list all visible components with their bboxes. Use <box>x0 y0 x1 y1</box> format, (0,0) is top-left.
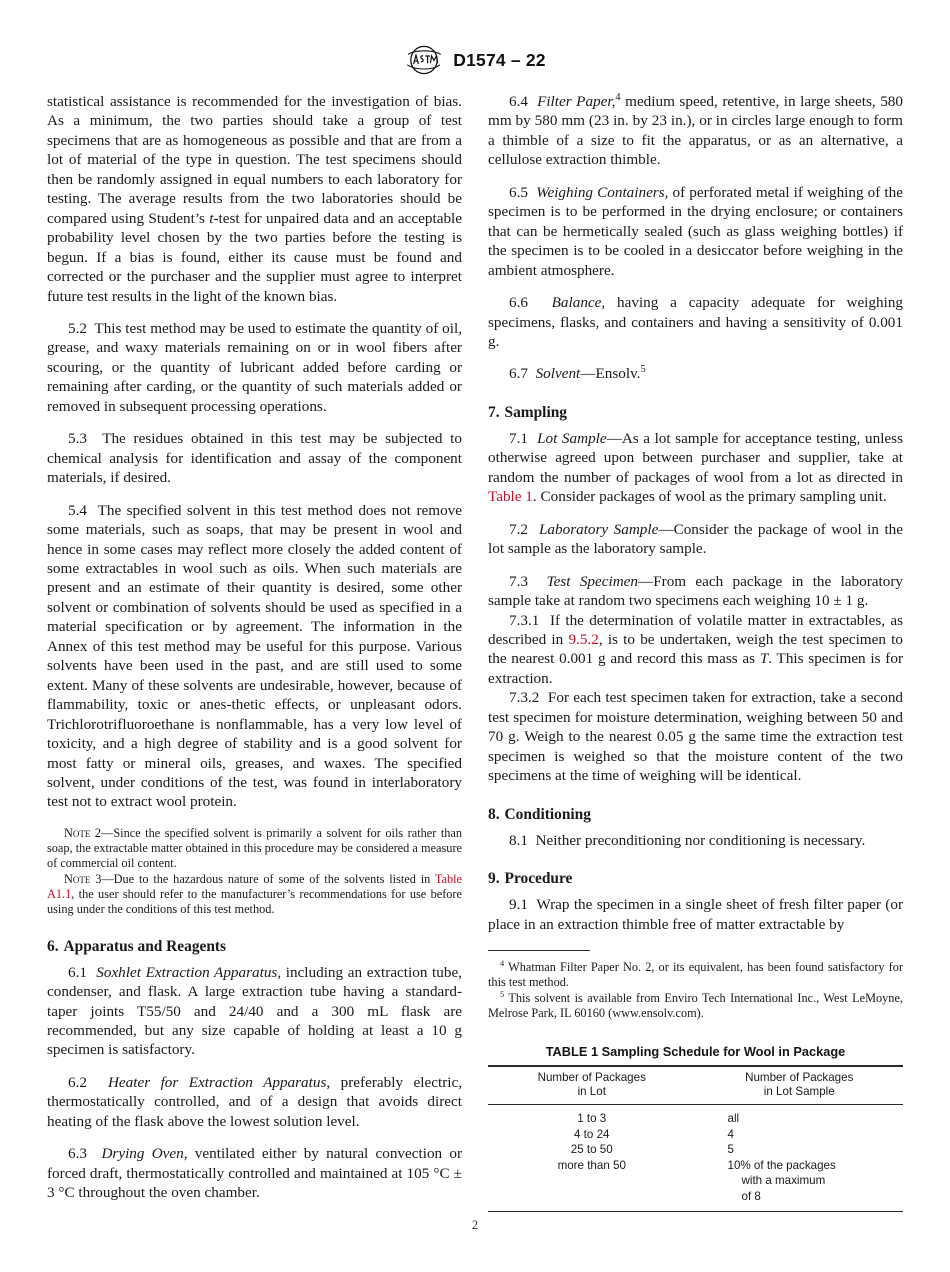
clause-text-7-2: —Consider the package of wool in the lot sample as the laboratory sample. <box>488 520 904 558</box>
paragraph-6-5 <box>488 183 903 280</box>
section-heading-7 <box>488 403 903 422</box>
clause-number-5-2: 5.2 <box>68 319 87 337</box>
clause-term-7-3: Test Specimen <box>546 572 639 590</box>
page-number: 2 <box>471 1218 479 1232</box>
clause-text-7-1-after-link: . Consider packages of wool as the primary sampling unit. <box>532 488 887 506</box>
paragraph-6-7 <box>488 364 903 383</box>
table-1-header-col2-line1: Number of Packages <box>745 1070 854 1084</box>
paragraph-5-2 <box>47 319 462 416</box>
bias-text-part2: -test for unpaired data and an acceptable probability level chosen by the two parties before the testing is begun. If a bias is found, either its cause must be found and corrected or the purchaser and the supplier must agree to interpret future test results in the light of the known bias. <box>47 209 462 305</box>
table-cell-sample-line3: of 8 <box>741 1189 761 1203</box>
table-header-row <box>488 1066 903 1105</box>
clause-number-6-1: 6.1 <box>68 963 87 981</box>
table-cell-sample <box>696 1158 904 1205</box>
table-cell-sample: 5 <box>727 1143 734 1157</box>
table-1-body <box>488 1104 903 1204</box>
clause-text-7-3-1-middle: , is to be undertaken, weigh the test specimen to the nearest 0.001 g and record this mass as <box>488 630 903 668</box>
paragraph-6-1 <box>47 963 462 1060</box>
clause-number-5-3: 5.3 <box>68 430 87 448</box>
table-row <box>488 1127 903 1143</box>
table-1-header-col2 <box>696 1066 904 1105</box>
paragraph-6-2 <box>47 1073 462 1131</box>
paragraph-8-1 <box>488 831 903 850</box>
clause-text-8-1: Neither preconditioning nor conditioning is necessary. <box>535 831 866 849</box>
clause-number-6-6: 6.6 <box>509 294 528 312</box>
table-cell-sample-line1: 10% of the packages <box>727 1158 836 1172</box>
footnote-4-text: Whatman Filter Paper No. 2, or its equivalent, has been found satisfactory for this test method. <box>488 959 903 990</box>
paragraph-7-3 <box>488 572 903 611</box>
footnote-4-marker: 4 <box>500 958 505 968</box>
footnote-separator-rule <box>488 950 590 951</box>
clause-number-7-3-1: 7.3.1 <box>509 611 540 629</box>
clause-text-6-7: —Ensolv. <box>580 365 641 383</box>
footnote-marker-4[interactable]: 4 <box>615 91 621 103</box>
page-header <box>0 44 950 76</box>
table-1 <box>488 1065 903 1205</box>
section-title-7: Sampling <box>504 403 567 421</box>
clause-term-6-2: Heater for Extraction Apparatus, <box>107 1073 331 1091</box>
table-1-header-col1-line1: Number of Packages <box>537 1070 646 1084</box>
link-9-5-2[interactable]: 9.5.2 <box>568 630 599 648</box>
astm-logo-icon <box>404 44 444 76</box>
right-column <box>488 92 903 1212</box>
section-number-6: 6. <box>47 937 59 955</box>
paragraph-7-3-2 <box>488 688 903 785</box>
bias-text-italic-t: t <box>209 209 214 227</box>
table-1-bottom-rule <box>488 1211 903 1212</box>
table-cell-sample: 4 <box>727 1127 734 1141</box>
clause-text-7-1-before-link: —As a lot sample for acceptance testing, unless otherwise agreed upon between purchaser and supplier, take at random the number of packages of wool from a lot as directed in <box>488 429 903 486</box>
paragraph-6-4 <box>488 92 903 170</box>
section-heading-9 <box>488 869 903 888</box>
note-2-label: Note <box>64 825 91 840</box>
clause-text-5-2: This test method may be used to estimate the quantity of oil, grease, and waxy materials remaining on or in wool fibers after scouring, or the quantity of lubricant added before carding or remaining after carding, or the quantity of such materials added or removed in subsequent processing operations. <box>47 319 462 415</box>
note-2-number: 2— <box>90 825 114 840</box>
clause-term-6-5: Weighing Containers, <box>536 183 669 201</box>
note-2 <box>47 826 462 872</box>
section-title-8: Conditioning <box>504 805 591 823</box>
link-table-a1-1[interactable]: Table A1.1 <box>47 871 462 902</box>
paragraph-5-3 <box>47 429 462 487</box>
clause-text-6-4: medium speed, retentive, in large sheets, 580 mm by 580 mm (23 in. by 23 in.), or in circles large enough to form a thimble of a size to fit the apparatus, or as an alternative, a cellulose extraction thimble. <box>488 93 903 169</box>
table-1-header-col1-line2: in Lot <box>577 1084 606 1098</box>
clause-text-6-2: preferably electric, thermostatically controlled, and of a design that avoids direct heating of the flask above the lowest solution level. <box>47 1073 463 1130</box>
clause-number-6-2: 6.2 <box>68 1073 87 1091</box>
table-cell-lot: 25 to 50 <box>570 1143 613 1157</box>
clause-text-7-3-1-before-link: If the determination of volatile matter in extractables, as described in <box>488 611 904 648</box>
footnote-5-text: This solvent is available from Enviro Tech International Inc., West LeMoyne, Melrose Park, IL 60160 (www.ensolv.com). <box>488 990 903 1021</box>
table-1-title: TABLE 1 Sampling Schedule for Wool in Package <box>545 1043 846 1059</box>
clause-text-7-3-1-after: . This specimen is for extraction. <box>488 650 904 687</box>
table-row <box>488 1158 903 1205</box>
left-column <box>47 92 462 1203</box>
table-cell-sample-line2: with a maximum <box>741 1174 826 1188</box>
clause-number-7-3-2: 7.3.2 <box>509 689 540 707</box>
clause-number-7-2: 7.2 <box>509 520 528 538</box>
note-3-label: Note <box>64 871 91 886</box>
clause-term-6-3: Drying Oven, <box>101 1145 188 1163</box>
table-cell-sample: all <box>727 1111 740 1125</box>
section-title-9: Procedure <box>504 870 573 888</box>
table-1-block <box>488 1044 903 1212</box>
clause-text-5-4: The specified solvent in this test method does not remove some materials, such as soaps, that may be present in wool and hence in some cases may reflect more closely the added content of some extractables in wool such as oils. When such materials are present and an estimate of their quantity is desired, some other solvent or combination of solvents should be used as specified in a material specification or by agreement. The information in the Annex of this test method may be useful for this purpose. Various solvents have been used in the past, and are still used to some extent. Many of these solvents are undesirable, however, because of flammability, toxic or anes-thetic effects, or unpleasant odors. Trichlorotrifluoroethane is nonflammable, has a very low level of toxicity, and a high degree of stability and is a good solvent for most fatty or mineral oils, greases, and waxes. The specified solvent, under conditions of the test, was found in interlaboratory test not to extract wool protein. <box>47 501 462 811</box>
paragraph-6-3 <box>47 1144 462 1202</box>
footnote-marker-5[interactable]: 5 <box>640 364 646 376</box>
clause-number-9-1: 9.1 <box>509 896 528 914</box>
clause-text-7-3-2: For each test specimen taken for extraction, take a second test specimen for moisture determination, weighing between 50 and 70 g. Weigh to the nearest 0.05 g the same time the extraction test specimen is weighed so that the moisture content of the two specimens at the time of weighing will be identical. <box>488 689 904 785</box>
clause-number-7-1: 7.1 <box>509 429 528 447</box>
link-table-1[interactable]: Table 1 <box>488 488 533 506</box>
table-cell-lot: more than 50 <box>557 1158 626 1172</box>
table-cell-lot: 4 to 24 <box>574 1127 610 1141</box>
paragraph-7-3-1 <box>488 611 903 689</box>
note-3-text-before-link: Due to the hazardous nature of some of the solvents listed in <box>113 871 435 886</box>
clause-number-6-7: 6.7 <box>509 365 528 383</box>
table-1-header-col2-line2: in Lot Sample <box>763 1084 835 1098</box>
clause-term-6-7: Solvent <box>535 365 581 383</box>
clause-term-7-2: Laboratory Sample <box>538 520 659 538</box>
paragraph-5-4 <box>47 501 462 812</box>
section-heading-8 <box>488 805 903 824</box>
section-number-7: 7. <box>488 403 500 421</box>
section-number-8: 8. <box>488 805 500 823</box>
table-1-head <box>488 1066 903 1105</box>
table-row <box>488 1104 903 1126</box>
bias-text-part1: statistical assistance is recommended for the investigation of bias. As a minimum, the two parties should take a group of test specimens that are as homogeneous as possible and that are from a lot of material of the type in question. The test specimens should then be randomly assigned in equal numbers to each laboratory for testing. The average results from the two laboratories should be compared using Student’s <box>47 93 462 227</box>
clause-term-6-4: Filter Paper, <box>537 93 616 110</box>
clause-term-6-1: Soxhlet Extraction Apparatus, <box>96 963 282 981</box>
note-3-number: 3— <box>90 871 114 886</box>
paragraph-6-6 <box>488 293 903 351</box>
clause-number-5-4: 5.4 <box>68 501 87 519</box>
clause-term-6-6: Balance, <box>551 294 606 312</box>
clause-text-7-3: —From each package in the laboratory sample take at random two specimens each weighing 10 ± 1 g. <box>488 572 903 610</box>
symbol-T: T <box>759 650 769 668</box>
table-1-header-col1 <box>488 1066 696 1105</box>
note-2-text: Since the specified solvent is primarily a solvent for oils rather than soap, the extractable matter obtained in this procedure may be considered a measure of commercial oil content. <box>47 825 462 871</box>
table-row <box>488 1142 903 1158</box>
note-3-text-after-link: , the user should refer to the manufacturer’s recommendations for use before using under the conditions of this test method. <box>47 887 462 917</box>
clause-text-6-6: having a capacity adequate for weighing specimens, flasks, and containers and having a sensitivity of 0.001 g. <box>488 294 903 350</box>
clause-text-6-1: including an extraction tube, condenser, and flask. A large extraction tube having a standard-taper joints T55/50 and 24/40 and a 300 mL flask are recommended, but any size capable of holding at least a 10 g specimen is satisfactory. <box>47 963 463 1059</box>
clause-text-9-1: Wrap the specimen in a single sheet of fresh filter paper (or place in an extraction thimble free of matter extractable by <box>488 896 903 933</box>
paragraph-7-2 <box>488 520 903 559</box>
content-columns <box>47 92 903 1212</box>
paragraph-9-1 <box>488 895 903 934</box>
clause-text-6-5: of perforated metal if weighing of the specimen is to be performed in the drying enclosure; or containers that can be hermetically sealed (such as glass weighing bottles) if the specimen is to be cooled in a desiccator before weighing in the ambient atmosphere. <box>488 183 903 279</box>
clause-number-6-4: 6.4 <box>509 93 528 110</box>
section-heading-6 <box>47 937 462 956</box>
clause-number-7-3: 7.3 <box>509 572 528 590</box>
document-designation: D1574 – 22 <box>453 49 546 70</box>
clause-number-6-3: 6.3 <box>68 1145 87 1163</box>
clause-number-8-1: 8.1 <box>509 831 528 849</box>
paragraph-7-1 <box>488 429 903 507</box>
clause-number-6-5: 6.5 <box>509 183 528 201</box>
section-title-6: Apparatus and Reagents <box>63 937 227 955</box>
clause-term-7-1: Lot Sample <box>537 429 607 447</box>
clause-text-6-3: ventilated either by natural convection or forced draft, thermostatically controlled and maintained at 105 °C ± 3 °C throughout the oven chamber. <box>47 1145 463 1202</box>
footnote-4 <box>488 960 903 991</box>
clause-text-5-3: The residues obtained in this test may be subjected to chemical analysis for identification and assay of the component materials, if desired. <box>47 430 462 487</box>
section-number-9: 9. <box>488 870 500 888</box>
footnote-5 <box>488 991 903 1022</box>
table-cell-lot: 1 to 3 <box>577 1111 607 1125</box>
footnote-5-marker: 5 <box>500 989 505 999</box>
paragraph-bias-continued <box>47 92 462 306</box>
note-3 <box>47 872 462 918</box>
